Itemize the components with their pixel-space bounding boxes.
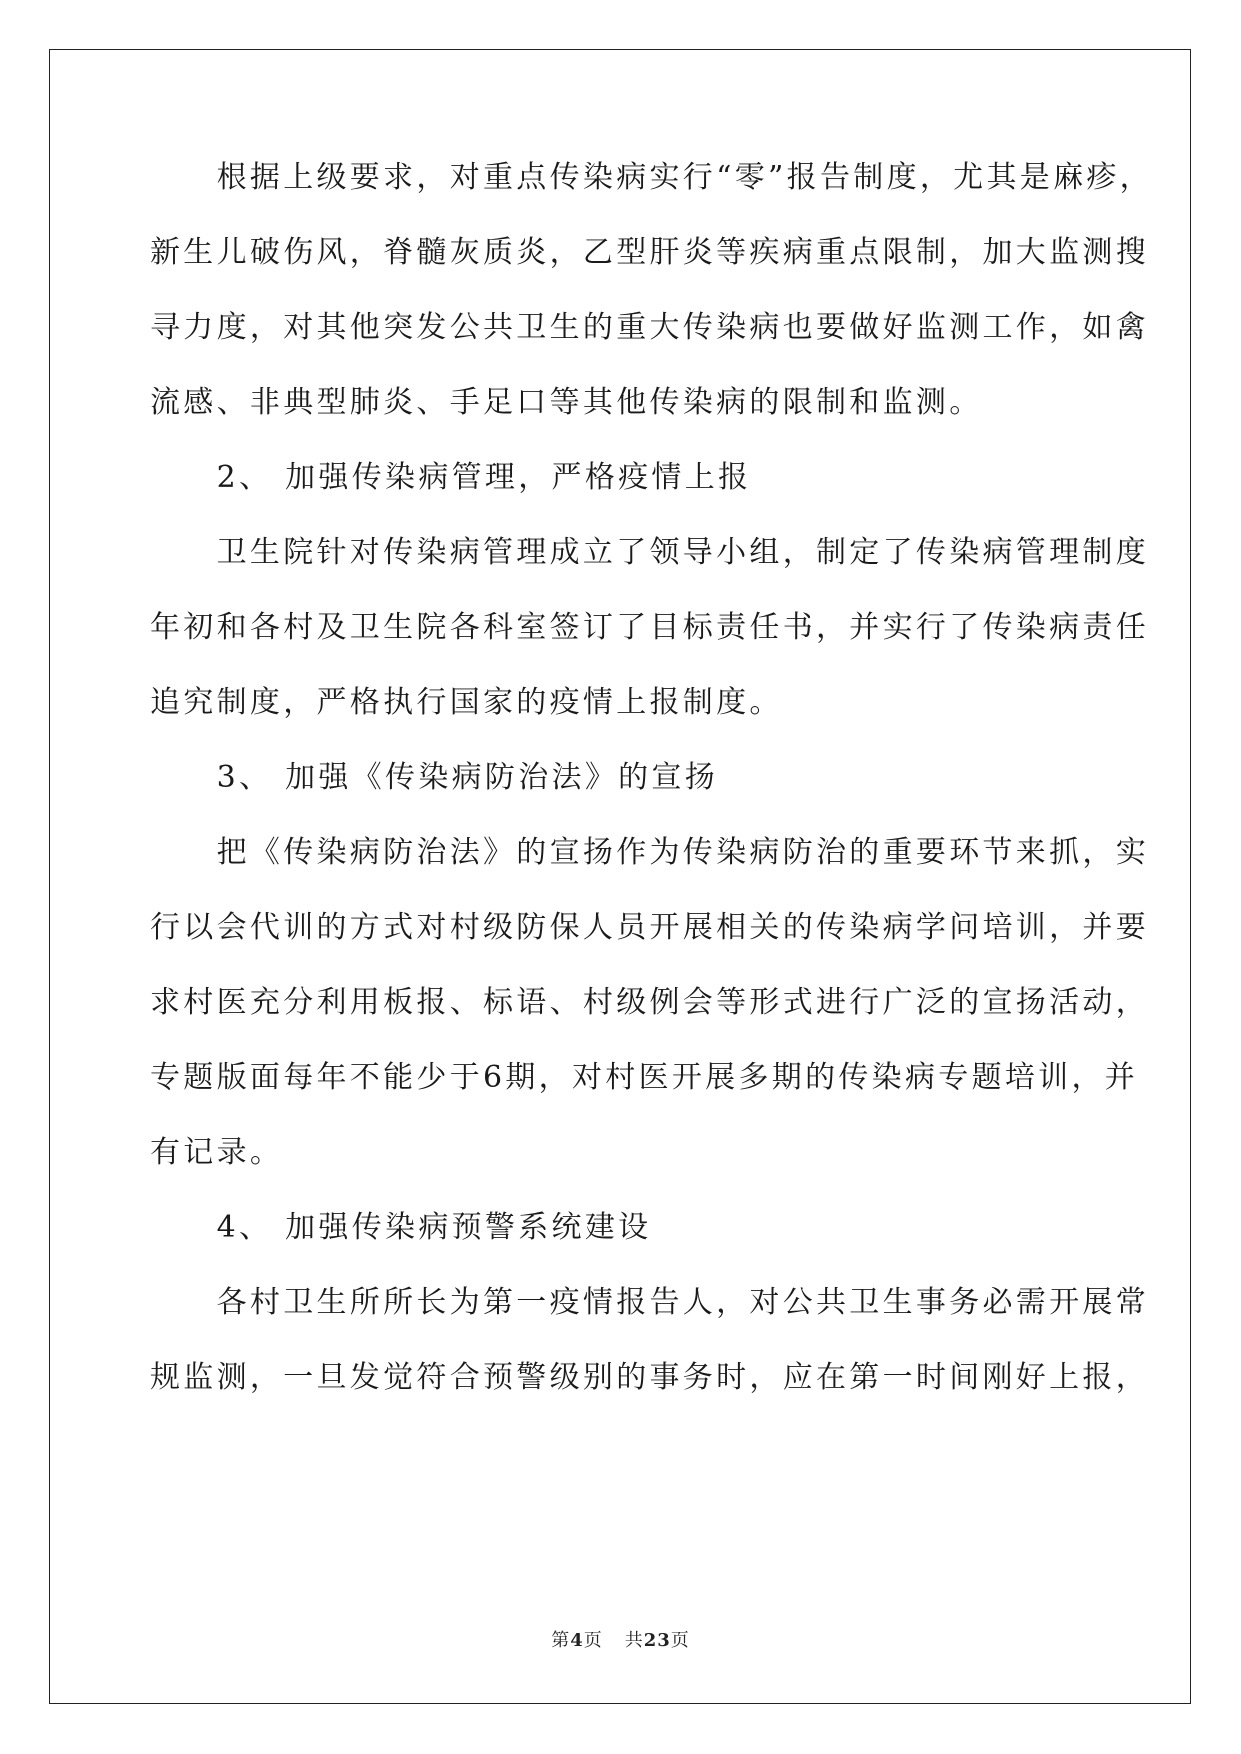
- page-suffix: 页: [583, 1630, 603, 1651]
- text-line-6: 卫生院针对传染病管理成立了领导小组，制定了传染病管理制度: [150, 535, 1149, 570]
- total-suffix: 页: [670, 1630, 690, 1651]
- text-line-12: 求村医充分利用板报、标语、村级例会等形式进行广泛的宣扬活动，: [150, 985, 1149, 1020]
- text-line-16: 各村卫生所所长为第一疫情报告人，对公共卫生事务必需开展常: [150, 1285, 1149, 1320]
- page-footer: [0, 1629, 1241, 1653]
- total-prefix: 共: [624, 1630, 644, 1651]
- page-number: 4: [570, 1630, 584, 1651]
- text-line-8: 追究制度，严格执行国家的疫情上报制度。: [150, 685, 783, 720]
- text-line-3: 寻力度，对其他突发公共卫生的重大传染病也要做好监测工作，如禽: [150, 310, 1149, 345]
- section-heading-3: 3、 加强《传染病防治法》的宣扬: [150, 760, 719, 795]
- text-line-10: 把《传染病防治法》的宣扬作为传染病防治的重要环节来抓，实: [150, 835, 1149, 870]
- page-prefix: 第: [551, 1630, 571, 1651]
- text-line-4: 流感、非典型肺炎、手足口等其他传染病的限制和监测。: [150, 385, 983, 420]
- text-line-11: 行以会代训的方式对村级防保人员开展相关的传染病学问培训，并要: [150, 910, 1149, 945]
- text-line-7: 年初和各村及卫生院各科室签订了目标责任书，并实行了传染病责任: [150, 610, 1149, 645]
- text-line-2: 新生儿破伤风，脊髓灰质炎，乙型肝炎等疾病重点限制，加大监测搜: [150, 235, 1149, 270]
- text-line-13: 专题版面每年不能少于6期，对村医开展多期的传染病专题培训，并: [150, 1060, 1139, 1095]
- section-heading-2: 2、 加强传染病管理，严格疫情上报: [150, 460, 752, 495]
- page-border: [49, 49, 1191, 1704]
- text-line-1: 根据上级要求，对重点传染病实行“零”报告制度，尤其是麻疹，: [150, 160, 1153, 195]
- text-line-17: 规监测，一旦发觉符合预警级别的事务时，应在第一时间刚好上报，: [150, 1360, 1149, 1395]
- text-line-14: 有记录。: [150, 1135, 284, 1170]
- total-pages: 23: [643, 1630, 671, 1651]
- section-heading-4: 4、 加强传染病预警系统建设: [150, 1210, 652, 1245]
